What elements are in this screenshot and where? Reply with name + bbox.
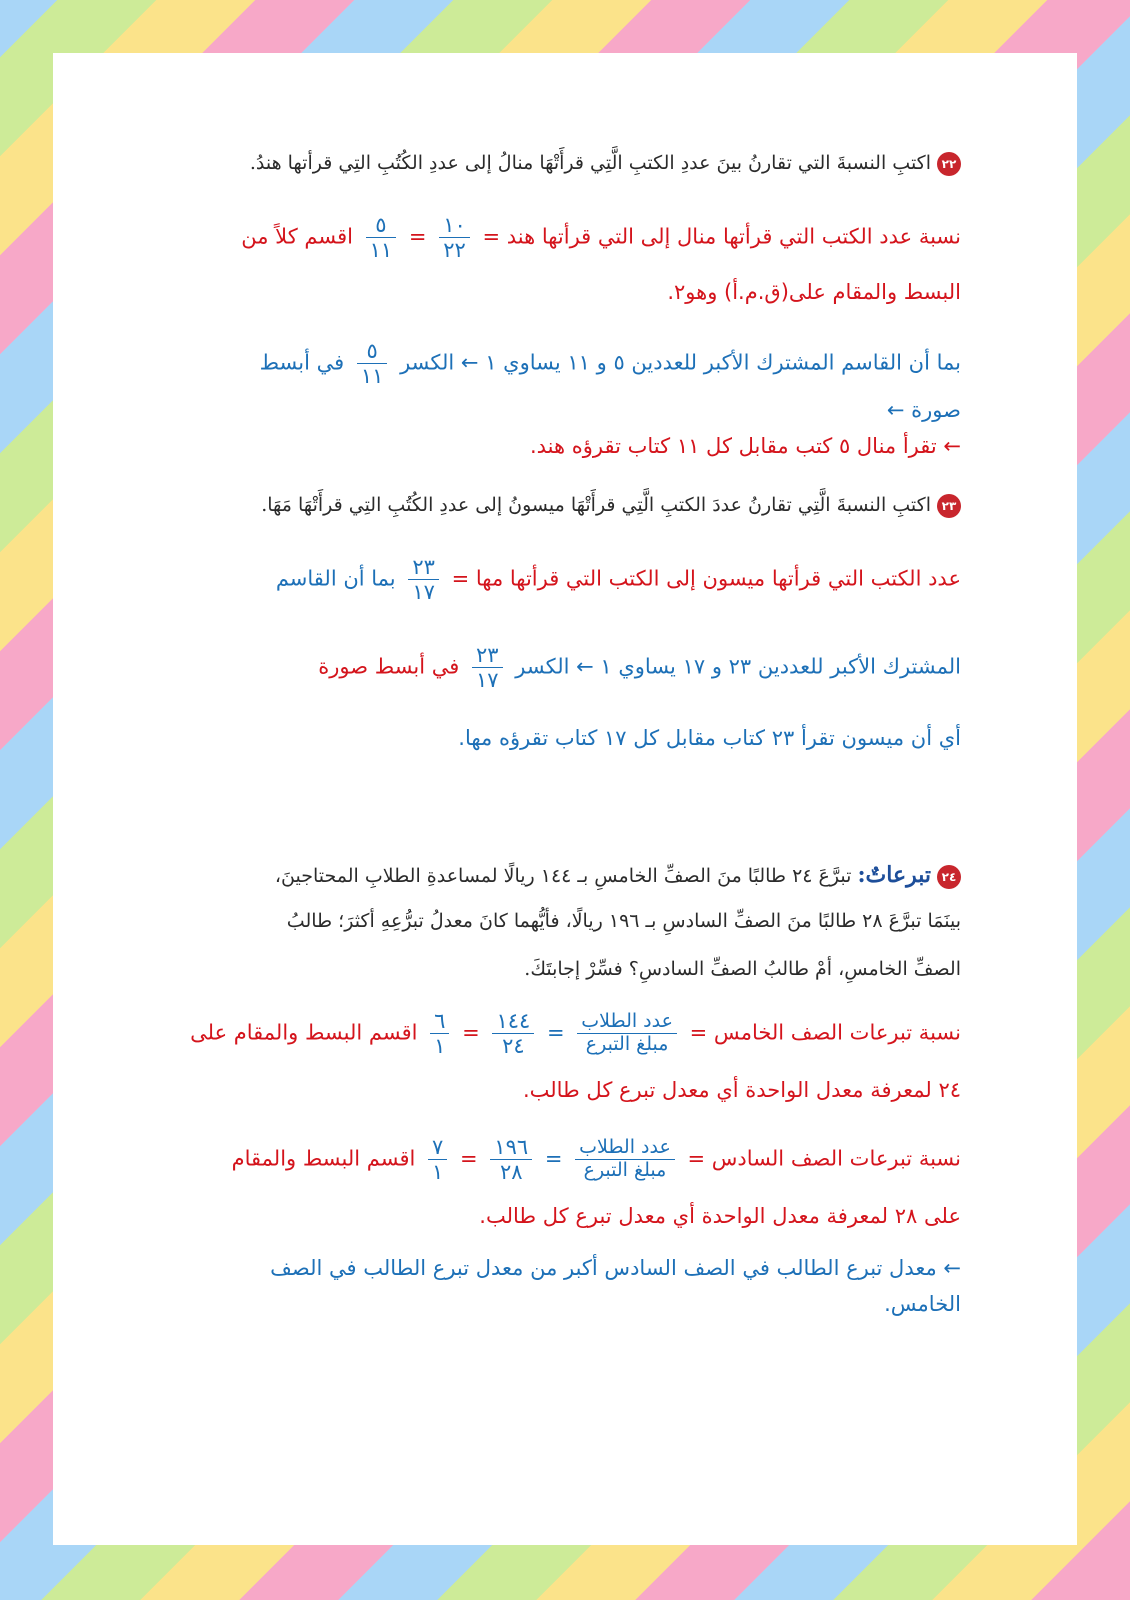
- answer-24-grade6-line-2: على ٢٨ لمعرفة معدل الواحدة أي معدل تبرع كل طالب.: [479, 1204, 961, 1228]
- worksheet-page: [53, 53, 1077, 1545]
- equals-sign: =: [408, 224, 427, 249]
- fraction: $\frac{\text{عدد الطلاب}}{\text{مبلغ التبرع}}$: [575, 1137, 675, 1182]
- answer-text: نسبة عدد الكتب التي قرأتها منال إلى التي قرأتها هند =: [482, 224, 961, 249]
- fraction: $\frac{٢٣}{١٧}$: [408, 555, 439, 604]
- answer-text: عدد الكتب التي قرأتها ميسون إلى الكتب التي قرأتها مها =: [451, 566, 961, 591]
- fraction: $\frac{١٤٤}{٢٤}$: [492, 1009, 534, 1058]
- answer-24-conclusion-line-1: ← معدل تبرع الطالب في الصف السادس أكبر من معدل تبرع الطالب في الصف: [270, 1256, 961, 1280]
- answer-text: نسبة تبرعات الصف السادس =: [687, 1146, 961, 1171]
- question-text: تبرَّعَ ٢٤ طالبًا منَ الصفِّ الخامسِ بـ ١٤٤ ريالًا لمساعدةِ الطلابِ المحتاجينَ،: [274, 865, 852, 887]
- question-23: [261, 493, 961, 518]
- question-24-line-1: [275, 861, 961, 890]
- fraction: $\frac{٥}{١١}$: [357, 339, 388, 388]
- answer-text: اقسم البسط والمقام على: [190, 1020, 418, 1045]
- answer-text: في أبسط صورة: [318, 654, 460, 679]
- question-keyword: تبرعاتٌ:: [857, 862, 931, 888]
- question-number-badge: ٢٤: [937, 865, 961, 889]
- answer-22-line-4: صورة ←: [886, 398, 961, 422]
- answer-22-line-3: [260, 339, 961, 388]
- question-24-line-2: بينَمَا تبرَّعَ ٢٨ طالبًا منَ الصفِّ السادسِ بـ ١٩٦ ريالًا، فأيُّهما كانَ معدلُ تبرُّعِهِ أكثرَ؛ طالبُ: [286, 910, 961, 932]
- equals-sign: =: [462, 1020, 480, 1045]
- question-22: [250, 151, 961, 176]
- equals-sign: =: [544, 1146, 563, 1171]
- fraction: $\frac{١٠}{٢٢}$: [439, 213, 470, 262]
- fraction: $\frac{٢٣}{١٧}$: [472, 643, 503, 692]
- answer-23-line-1: [276, 555, 961, 604]
- answer-text: في أبسط: [259, 350, 345, 375]
- fraction: $\frac{٦}{١}$: [430, 1009, 449, 1058]
- answer-22-line-5: ← تقرأ منال ٥ كتب مقابل كل ١١ كتاب تقرؤه هند.: [529, 434, 961, 458]
- fraction: $\frac{٧}{١}$: [428, 1135, 447, 1184]
- fraction: $\frac{٥}{١١}$: [366, 213, 397, 262]
- answer-text: اقسم البسط والمقام: [231, 1146, 416, 1171]
- question-24-line-3: الصفِّ الخامسِ، أمْ طالبُ الصفِّ السادسِ؟ فسِّرْ إجابتَكَ.: [524, 958, 961, 980]
- answer-24-grade6: [232, 1135, 961, 1184]
- fraction: $\frac{١٩٦}{٢٨}$: [490, 1135, 532, 1184]
- answer-24-grade5-line-2: ٢٤ لمعرفة معدل الواحدة أي معدل تبرع كل طالب.: [522, 1078, 961, 1102]
- answer-22-line-2: البسط والمقام على(ق.م.أ) وهو٢.: [667, 280, 961, 304]
- answer-22-line-1: [241, 213, 961, 262]
- answer-text: بما أن القاسم المشترك الأكبر للعددين ٥ و ١١ يساوي ١ ← الكسر: [400, 350, 961, 375]
- answer-23-line-2: [318, 643, 961, 692]
- question-text: اكتبِ النسبةَ التي تقارنُ بينَ عددِ الكتبِ الَّتِي قرأَتْهَا منالُ إلى عددِ الكُتُبِ التِي قرأتها هندُ.: [249, 152, 931, 174]
- answer-23-line-3: أي أن ميسون تقرأ ٢٣ كتاب مقابل كل ١٧ كتاب تقرؤه مها.: [458, 726, 961, 750]
- question-text: اكتبِ النسبةَ الَّتِي تقارنُ عددَ الكتبِ الَّتِي قرأَتْهَا ميسونُ إلى عددِ الكُتُبِ التِي قرأَتْهَا مَهَا.: [261, 494, 931, 516]
- answer-24-grade5: [190, 1009, 961, 1058]
- answer-text: المشترك الأكبر للعددين ٢٣ و ١٧ يساوي ١ ← الكسر: [515, 654, 961, 679]
- answer-24-conclusion-line-2: الخامس.: [884, 1292, 961, 1316]
- question-number-badge: ٢٣: [937, 494, 961, 518]
- answer-text: نسبة تبرعات الصف الخامس =: [689, 1020, 961, 1045]
- equals-sign: =: [546, 1020, 565, 1045]
- question-number-badge: ٢٢: [937, 152, 961, 176]
- equals-sign: =: [460, 1146, 478, 1171]
- answer-text: اقسم كلاً من: [241, 224, 353, 249]
- answer-text: بما أن القاسم: [275, 566, 396, 591]
- fraction: $\frac{\text{عدد الطلاب}}{\text{مبلغ التبرع}}$: [577, 1011, 677, 1056]
